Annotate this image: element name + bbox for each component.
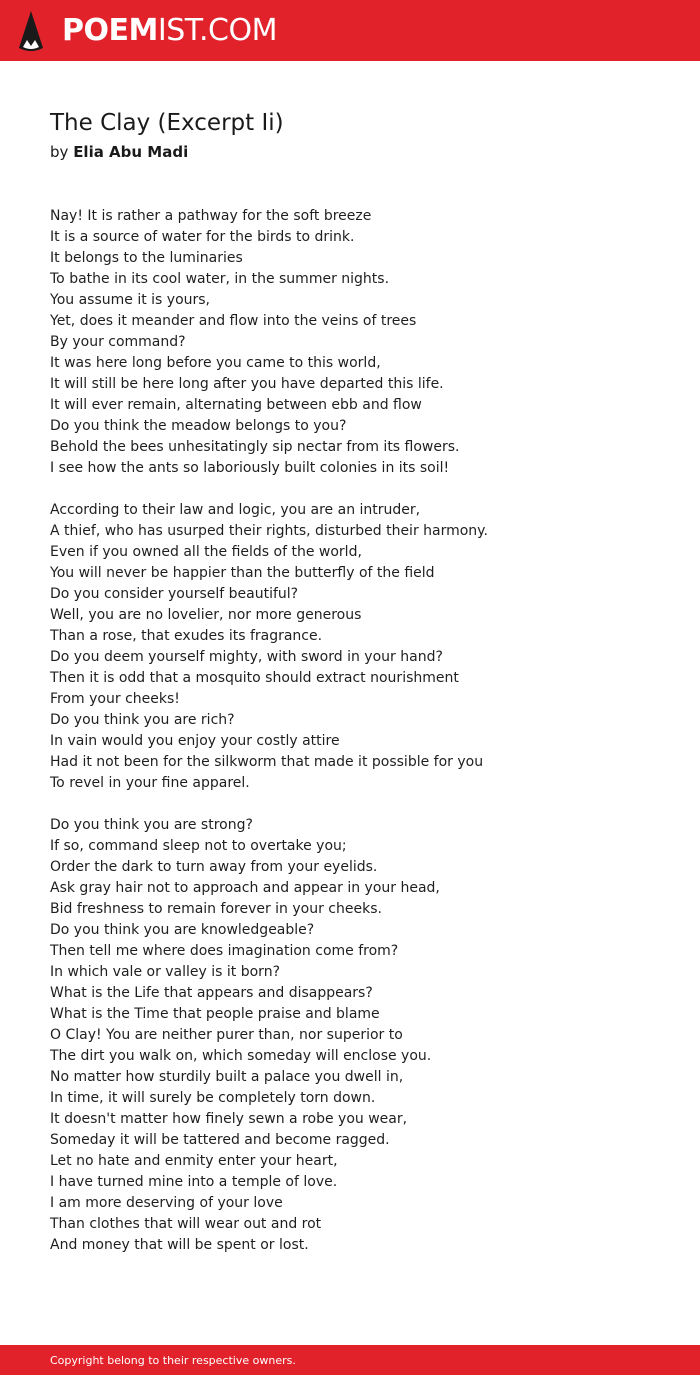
pencil-tip-icon[interactable] — [18, 10, 44, 52]
site-header — [0, 0, 700, 61]
poem-line: The dirt you walk on, which someday will enclose you. — [50, 1048, 432, 1065]
poem-line: Ask gray hair not to approach and appear in your head, — [50, 880, 440, 897]
poem-line: To bathe in its cool water, in the summer nights. — [50, 271, 390, 288]
poem-line: By your command? — [50, 334, 186, 351]
poem-line: O Clay! You are neither purer than, nor superior to — [50, 1027, 403, 1044]
poem-line: A thief, who has usurped their rights, disturbed their harmony. — [50, 523, 488, 540]
poem-line: Nay! It is rather a pathway for the soft breeze — [50, 208, 372, 225]
copyright-text: Copyright belong to their respective owners. — [50, 1353, 296, 1367]
poem-line: It was here long before you came to this world, — [50, 355, 381, 372]
stanza — [50, 815, 650, 1256]
author-name: Elia Abu Madi — [73, 142, 189, 161]
poem-line: In which vale or valley is it born? — [50, 964, 280, 981]
poem-line: What is the Life that appears and disappears? — [50, 985, 373, 1002]
poem-line: If so, command sleep not to overtake you; — [50, 838, 347, 855]
poem-title: The Clay (Excerpt Ii) — [50, 110, 284, 136]
poem-line: It will ever remain, alternating between ebb and flow — [50, 397, 422, 414]
poem-line: Yet, does it meander and flow into the veins of trees — [50, 313, 417, 330]
poem-line: Do you consider yourself beautiful? — [50, 586, 299, 603]
poem-line: I am more deserving of your love — [50, 1195, 283, 1212]
poem-line: In vain would you enjoy your costly attire — [50, 733, 340, 750]
poem-line: It belongs to the luminaries — [50, 250, 243, 267]
poem-line: Do you deem yourself mighty, with sword in your hand? — [50, 649, 443, 666]
brand-light: IST.COM — [157, 12, 277, 48]
poem-line: It will still be here long after you have departed this life. — [50, 376, 444, 393]
site-logo-text[interactable] — [62, 12, 277, 48]
poem-line: To revel in your fine apparel. — [50, 775, 250, 792]
poem-line: No matter how sturdily built a palace you dwell in, — [50, 1069, 404, 1086]
poem-line: According to their law and logic, you are an intruder, — [50, 502, 421, 519]
poem-line: Order the dark to turn away from your eyelids. — [50, 859, 378, 876]
poem-line: And money that will be spent or lost. — [50, 1237, 309, 1254]
poem-line: Had it not been for the silkworm that made it possible for you — [50, 754, 484, 771]
poem-line: I see how the ants so laboriously built colonies in its soil! — [50, 460, 450, 477]
poem-line: From your cheeks! — [50, 691, 180, 708]
poem-line: Behold the bees unhesitatingly sip nectar from its flowers. — [50, 439, 460, 456]
poem-line: Bid freshness to remain forever in your cheeks. — [50, 901, 382, 918]
poem-line: Do you think the meadow belongs to you? — [50, 418, 347, 435]
poem-line: Than clothes that will wear out and rot — [50, 1216, 322, 1233]
poem-line: Then it is odd that a mosquito should extract nourishment — [50, 670, 459, 687]
poem-line: Than a rose, that exudes its fragrance. — [50, 628, 323, 645]
by-label: by — [50, 142, 69, 161]
poem-line: I have turned mine into a temple of love. — [50, 1174, 338, 1191]
site-footer — [0, 1345, 700, 1375]
poem-line: Well, you are no lovelier, nor more generous — [50, 607, 362, 624]
byline — [50, 143, 650, 163]
stanza — [50, 500, 650, 794]
poem-line: You assume it is yours, — [50, 292, 211, 309]
poem-line: Even if you owned all the fields of the world, — [50, 544, 362, 561]
poem-body — [50, 206, 650, 1256]
poem-line: It is a source of water for the birds to drink. — [50, 229, 355, 246]
poem-line: Do you think you are knowledgeable? — [50, 922, 315, 939]
poem-line: Let no hate and enmity enter your heart, — [50, 1153, 338, 1170]
brand-bold: POEM — [62, 12, 158, 48]
stanza — [50, 206, 650, 479]
poem-line: It doesn't matter how finely sewn a robe you wear, — [50, 1111, 408, 1128]
poem-line: Do you think you are rich? — [50, 712, 235, 729]
poem-line: Do you think you are strong? — [50, 817, 253, 834]
poem-line: What is the Time that people praise and blame — [50, 1006, 380, 1023]
poem-line: Then tell me where does imagination come from? — [50, 943, 399, 960]
poem-line: In time, it will surely be completely torn down. — [50, 1090, 376, 1107]
poem-content — [50, 110, 650, 1277]
poem-line: You will never be happier than the butterfly of the field — [50, 565, 435, 582]
poem-line: Someday it will be tattered and become ragged. — [50, 1132, 390, 1149]
